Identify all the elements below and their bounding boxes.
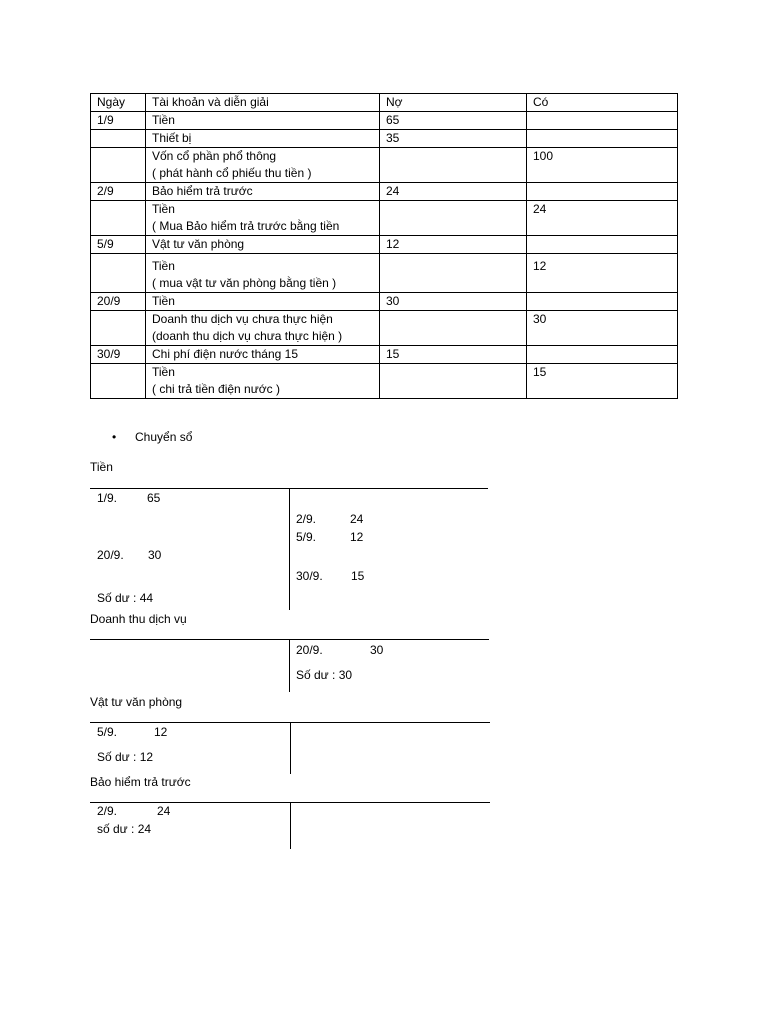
row-desc-cell xyxy=(146,364,380,399)
row-credit xyxy=(527,183,678,201)
row-desc: Bảo hiểm trả trước xyxy=(146,183,380,201)
entry-date: 30/9. xyxy=(296,569,323,583)
row-credit: 24 xyxy=(527,201,678,236)
ledger-title-revenue: Doanh thu dịch vụ xyxy=(90,612,187,626)
entry-date: 2/9. xyxy=(296,512,317,526)
entry-date: 20/9. xyxy=(97,548,124,562)
row-credit xyxy=(527,112,678,130)
ledger-cash-credit-entry xyxy=(296,569,364,583)
row-date: 2/9 xyxy=(91,183,146,201)
ledger-cash-credit-entry xyxy=(296,512,363,526)
journal-row xyxy=(91,130,678,148)
journal-row xyxy=(91,311,678,346)
row-debit: 65 xyxy=(380,112,527,130)
journal-header-row xyxy=(91,94,678,112)
entry-amount: 65 xyxy=(147,491,161,505)
ledger-revenue-credit-entry xyxy=(296,643,383,657)
ledger-insurance-balance: số dư : 24 xyxy=(97,822,152,836)
row-note: ( mua vật tư văn phòng bằng tiền ) xyxy=(152,276,337,290)
row-desc-cell xyxy=(146,201,380,236)
ledger-revenue-divider xyxy=(289,639,290,692)
row-desc: Tiền xyxy=(152,259,175,273)
journal-row xyxy=(91,183,678,201)
row-debit: 24 xyxy=(380,183,527,201)
row-note: ( phát hành cổ phiếu thu tiền ) xyxy=(152,166,312,180)
row-date: 30/9 xyxy=(91,346,146,364)
row-desc: Tiền xyxy=(146,112,380,130)
row-credit: 100 xyxy=(527,148,678,183)
row-debit xyxy=(380,311,527,346)
entry-amount: 30 xyxy=(148,548,162,562)
entry-date: 20/9. xyxy=(296,643,323,657)
row-date xyxy=(91,364,146,399)
entry-amount: 15 xyxy=(351,569,365,583)
journal-row xyxy=(91,148,678,183)
journal-row xyxy=(91,236,678,254)
journal-row xyxy=(91,346,678,364)
row-desc: Thiết bị xyxy=(146,130,380,148)
row-desc: Vật tư văn phòng xyxy=(146,236,380,254)
ledger-insurance-divider xyxy=(290,802,291,849)
row-credit: 15 xyxy=(527,364,678,399)
row-debit xyxy=(380,364,527,399)
entry-amount: 12 xyxy=(350,530,364,544)
row-debit xyxy=(380,201,527,236)
ledger-title-insurance: Bảo hiểm trả trước xyxy=(90,775,191,789)
journal-row xyxy=(91,201,678,236)
row-credit xyxy=(527,346,678,364)
row-desc: Tiền xyxy=(152,202,175,216)
ledger-cash-debit-entry xyxy=(97,548,161,562)
header-debit: Nợ xyxy=(380,94,527,112)
journal-row xyxy=(91,112,678,130)
row-note: (doanh thu dịch vụ chưa thực hiện ) xyxy=(152,329,343,343)
ledger-cash-credit-entry xyxy=(296,530,363,544)
ledger-supplies-debit-entry xyxy=(97,725,167,739)
row-date xyxy=(91,148,146,183)
ledger-supplies-divider xyxy=(290,722,291,774)
row-credit: 12 xyxy=(527,254,678,293)
row-debit: 15 xyxy=(380,346,527,364)
entry-amount: 24 xyxy=(350,512,364,526)
entry-date: 5/9. xyxy=(97,725,118,739)
row-debit: 35 xyxy=(380,130,527,148)
ledger-cash-balance: Số dư : 44 xyxy=(97,591,154,605)
posting-heading-text: Chuyển sổ xyxy=(135,430,193,444)
row-desc: Tiền xyxy=(152,365,175,379)
row-date: 5/9 xyxy=(91,236,146,254)
row-desc-cell xyxy=(146,311,380,346)
entry-date: 2/9. xyxy=(97,804,118,818)
row-note: ( Mua Bảo hiểm trả trước bằng tiền xyxy=(152,219,340,233)
row-debit: 30 xyxy=(380,293,527,311)
row-desc-cell xyxy=(146,148,380,183)
row-credit: 30 xyxy=(527,311,678,346)
row-desc: Vốn cổ phần phổ thông xyxy=(152,149,277,163)
entry-amount: 30 xyxy=(370,643,384,657)
row-credit xyxy=(527,293,678,311)
header-date: Ngày xyxy=(91,94,146,112)
entry-date: 1/9. xyxy=(97,491,118,505)
journal-row xyxy=(91,254,678,293)
row-date: 20/9 xyxy=(91,293,146,311)
row-debit xyxy=(380,254,527,293)
header-credit: Có xyxy=(527,94,678,112)
journal-row xyxy=(91,293,678,311)
journal-table xyxy=(90,93,678,399)
row-desc-cell xyxy=(146,254,380,293)
row-debit: 12 xyxy=(380,236,527,254)
row-date: 1/9 xyxy=(91,112,146,130)
ledger-cash-divider xyxy=(289,488,290,610)
row-credit xyxy=(527,236,678,254)
ledger-title-supplies: Vật tư văn phòng xyxy=(90,695,183,709)
row-desc: Doanh thu dịch vụ chưa thực hiện xyxy=(152,312,333,326)
ledger-title-cash: Tiền xyxy=(90,460,113,474)
row-date xyxy=(91,311,146,346)
ledger-supplies-balance: Số dư : 12 xyxy=(97,750,154,764)
entry-amount: 12 xyxy=(154,725,168,739)
header-desc: Tài khoản và diễn giải xyxy=(146,94,380,112)
row-date xyxy=(91,130,146,148)
entry-date: 5/9. xyxy=(296,530,317,544)
row-note: ( chi trả tiền điện nước ) xyxy=(152,382,280,396)
row-date xyxy=(91,254,146,293)
entry-amount: 24 xyxy=(157,804,171,818)
bullet-icon: • xyxy=(112,430,117,444)
row-credit xyxy=(527,130,678,148)
ledger-cash-debit-entry xyxy=(97,491,160,505)
row-desc: Tiền xyxy=(146,293,380,311)
journal-row xyxy=(91,364,678,399)
ledger-insurance-debit-entry xyxy=(97,804,170,818)
ledger-revenue-balance: Số dư : 30 xyxy=(296,668,353,682)
row-desc: Chi phí điện nước tháng 15 xyxy=(146,346,380,364)
row-date xyxy=(91,201,146,236)
row-debit xyxy=(380,148,527,183)
